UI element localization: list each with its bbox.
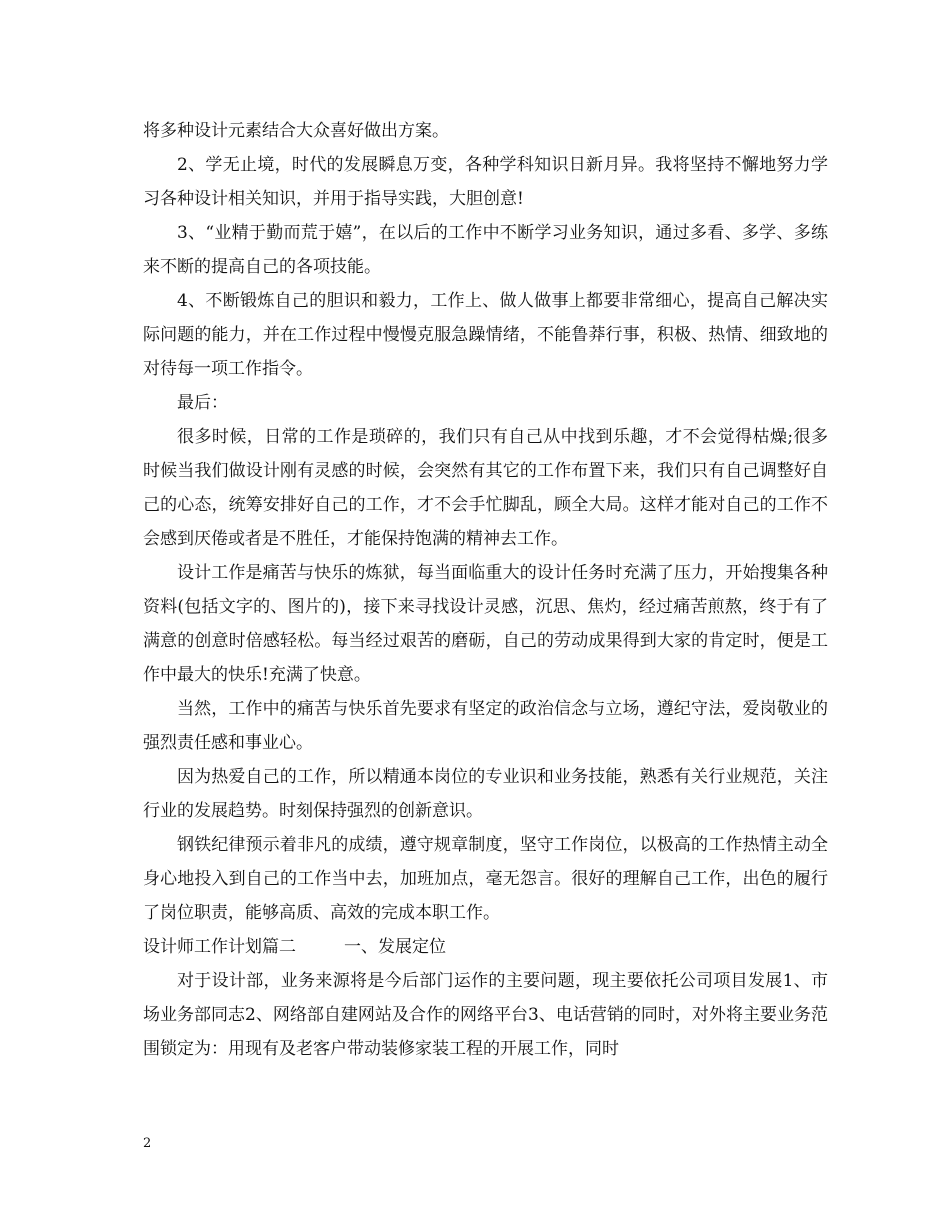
paragraph: 设计工作是痛苦与快乐的炼狱，每当面临重大的设计任务时充满了压力，开始搜集各种资料(包括文字的、图片的)，接下来寻找设计灵感，沉思、焦灼，经过痛苦煎熬，终于有了满意的创意时倍感轻松。每当经过艰苦的磨砺，自己的劳动成果得到大家的肯定时，便是工作中最大的快乐!充满了快意。: [143, 563, 828, 685]
section-title: 设计师工作计划篇二: [143, 937, 296, 957]
paragraph: 很多时候，日常的工作是琐碎的，我们只有自己从中找到乐趣，才不会觉得枯燥;很多时候当我们做设计刚有灵感的时候，会突然有其它的工作布置下来，我们只有自己调整好自己的心态，统筹安排好自己的工作，才不会手忙脚乱，顾全大局。这样才能对自己的工作不会感到厌倦或者是不胜任，才能保持饱满的精神去工作。: [143, 427, 828, 549]
paragraph: 最后：: [177, 393, 228, 413]
paragraph: 因为热爱自己的工作，所以精通本岗位的专业识和业务技能，熟悉有关行业规范，关注行业的发展趋势。时刻保持强烈的创新意识。: [143, 767, 828, 821]
page-number: 2: [143, 1136, 152, 1151]
section-subtitle: 一、发展定位: [344, 937, 446, 957]
paragraph: 钢铁纪律预示着非凡的成绩，遵守规章制度，坚守工作岗位，以极高的工作热情主动全身心地投入到自己的工作当中去，加班加点，毫无怨言。很好的理解自己工作，出色的履行了岗位职责，能够高质、高效的完成本职工作。: [143, 835, 828, 923]
section-heading: [143, 930, 828, 964]
paragraph: 3、“业精于勤而荒于嬉”，在以后的工作中不断学习业务知识，通过多看、多学、多练来不断的提高自己的各项技能。: [143, 223, 828, 277]
paragraph: 2、学无止境，时代的发展瞬息万变，各种学科知识日新月异。我将坚持不懈地努力学习各种设计相关知识，并用于指导实践，大胆创意!: [143, 155, 828, 209]
paragraph: 当然，工作中的痛苦与快乐首先要求有坚定的政治信念与立场，遵纪守法，爱岗敬业的强烈责任感和事业心。: [143, 699, 828, 753]
paragraph: 对于设计部，业务来源将是今后部门运作的主要问题，现主要依托公司项目发展1、市场业务部同志2、网络部自建网站及合作的网络平台3、电话营销的同时，对外将主要业务范围锁定为：用现有及老客户带动装修家装工程的开展工作，同时: [143, 971, 828, 1059]
document-body: [143, 114, 828, 1066]
paragraph: 4、不断锻炼自己的胆识和毅力，工作上、做人做事上都要非常细心，提高自己解决实际问题的能力，并在工作过程中慢慢克服急躁情绪，不能鲁莽行事，积极、热情、细致地的对待每一项工作指令。: [143, 291, 828, 379]
paragraph: 将多种设计元素结合大众喜好做出方案。: [143, 121, 449, 141]
